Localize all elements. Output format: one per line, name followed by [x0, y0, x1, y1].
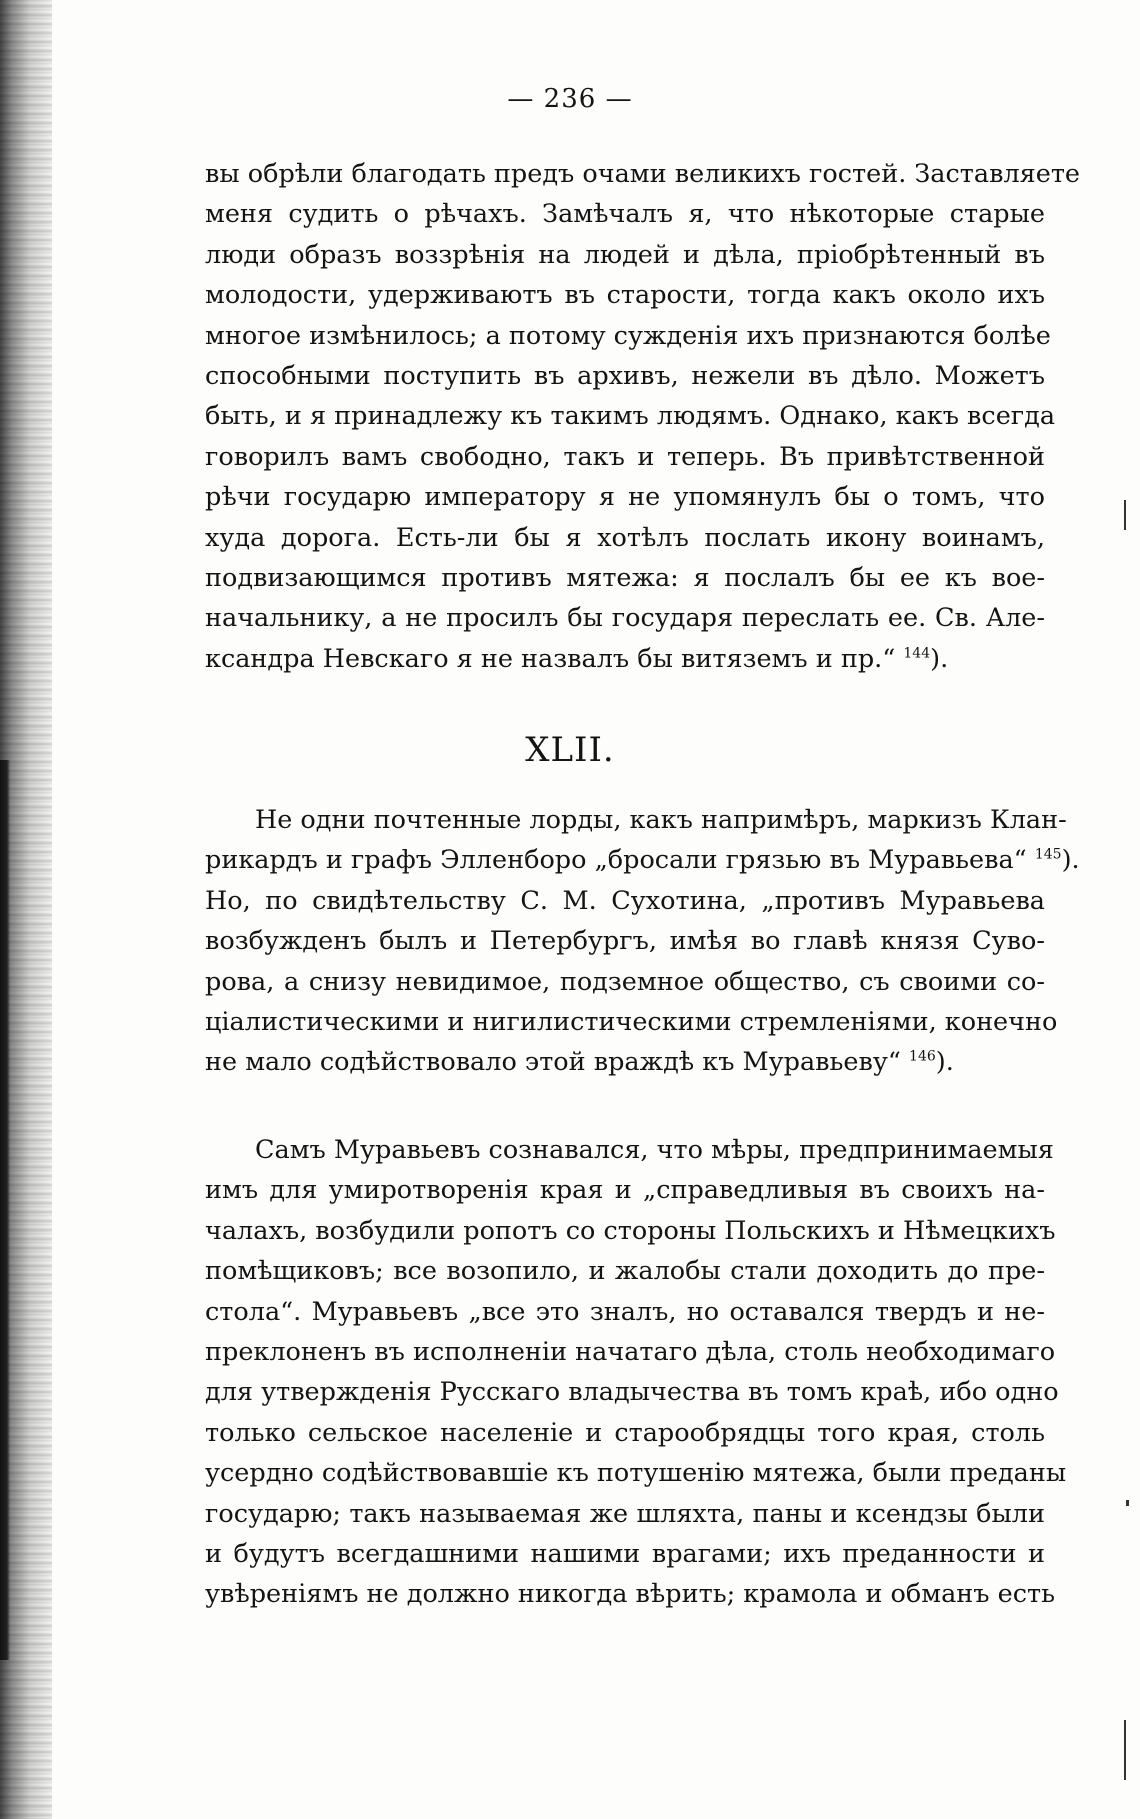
text-line: быть, и я принадлежу къ такимъ людямъ. Однако, какъ всегда: [205, 401, 1056, 432]
line-text: ксандра Невскаго я не назвалъ бы витяземъ и пр.“: [205, 643, 896, 674]
text-line: способными поступить въ архивъ, нежели въ дѣло. Можетъ: [205, 360, 1045, 391]
text-line: [205, 840, 1080, 880]
text-line: рѣчи государю императору я не упомянулъ бы о томъ, что: [205, 482, 1045, 513]
text-line: начальнику, а не просилъ бы государя переслать ее. Св. Але-: [205, 603, 1045, 634]
footnote-ref: 145: [1034, 846, 1062, 863]
text-line: Не одни почтенные лорды, какъ напримѣръ, маркизъ Клан-: [255, 805, 1067, 835]
text-line: помѣщиковъ; все возопило, и жалобы стали доходить до пре-: [205, 1256, 1045, 1287]
text-line: многое измѣнилось; а потому сужденія ихъ признаются болѣе: [205, 320, 1051, 351]
paragraph-3: [205, 1130, 1067, 1615]
text-line: Но, по свидѣтельству С. М. Сухотина, „противъ Муравьева: [205, 885, 1045, 916]
text-line: и будутъ всегдашними нашими врагами; ихъ преданности и: [205, 1538, 1045, 1569]
text-line-last: [205, 1042, 1045, 1082]
text-line: говорилъ вамъ свободно, такъ и теперь. Въ привѣтственной: [205, 441, 1045, 472]
text-line: государю; такъ называемая же шляхта, паны и ксендзы были: [205, 1498, 1045, 1529]
page-number: — 236 —: [507, 84, 633, 114]
line-tail: ).: [930, 643, 949, 674]
text-line: усердно содѣйствовавшіе къ потушенію мятежа, были преданы: [205, 1458, 1067, 1489]
scan-speck: [1124, 1720, 1126, 1780]
text-line: меня судить о рѣчахъ. Замѣчалъ я, что нѣкоторые старые: [205, 199, 1045, 230]
text-line: имъ для умиротворенія края и „справедливыя въ своихъ на-: [205, 1175, 1045, 1206]
line-tail: ).: [935, 1047, 954, 1078]
text-line: для утвержденія Русскаго владычества въ томъ краѣ, ибо одно: [205, 1377, 1059, 1408]
text-line-last: [205, 639, 1045, 679]
text-line: люди образъ воззрѣнія на людей и дѣла, пріобрѣтенный въ: [205, 239, 1045, 270]
text-line: только сельское населеніе и старообрядцы того края, столь: [205, 1417, 1045, 1448]
text-line: молодости, удерживаютъ въ старости, тогда какъ около ихъ: [205, 280, 1045, 311]
section-heading: XLII.: [525, 730, 615, 770]
scan-speck: [1126, 1500, 1129, 1506]
text-line: Самъ Муравьевъ сознавался, что мѣры, предпринимаемыя: [255, 1135, 1054, 1165]
text-line: худа дорога. Есть-ли бы я хотѣлъ послать икону воинамъ,: [205, 522, 1045, 553]
line-text: рикардъ и графъ Элленборо „бросали грязью въ Муравьева“: [205, 845, 1027, 876]
text-line: преклоненъ въ исполненіи начатаго дѣла, столь необходимаго: [205, 1336, 1056, 1367]
paragraph-1: [205, 154, 1081, 679]
text-line: рова, а снизу невидимое, подземное общество, съ своими со-: [205, 966, 1045, 997]
line-tail: ).: [1061, 845, 1080, 876]
line-text: не мало содѣйствовало этой враждѣ къ Муравьеву“: [205, 1047, 901, 1078]
footnote-ref: 146: [909, 1048, 936, 1065]
scan-speck: [1124, 500, 1126, 530]
paragraph-2: [205, 800, 1080, 1083]
text-line: стола“. Муравьевъ „все это зналъ, но оставался твердъ и не-: [205, 1296, 1045, 1327]
text-line: возбужденъ былъ и Петербургъ, имѣя во главѣ князя Суво-: [205, 926, 1045, 957]
text-line: вы обрѣли благодать предъ очами великихъ гостей. Заставляете: [205, 159, 1081, 189]
scan-edge-binding: [0, 760, 10, 1660]
text-line: ціалистическими и нигилистическими стремленіями, конечно: [205, 1006, 1058, 1037]
footnote-ref: 144: [903, 645, 931, 662]
text-line: чалахъ, возбудили ропотъ со стороны Польскихъ и Нѣмецкихъ: [205, 1215, 1056, 1246]
text-line: подвизающимся противъ мятежа: я послалъ бы ее къ вое-: [205, 562, 1045, 593]
text-line: увѣреніямъ не должно никогда вѣрить; крамола и обманъ есть: [205, 1579, 1055, 1610]
